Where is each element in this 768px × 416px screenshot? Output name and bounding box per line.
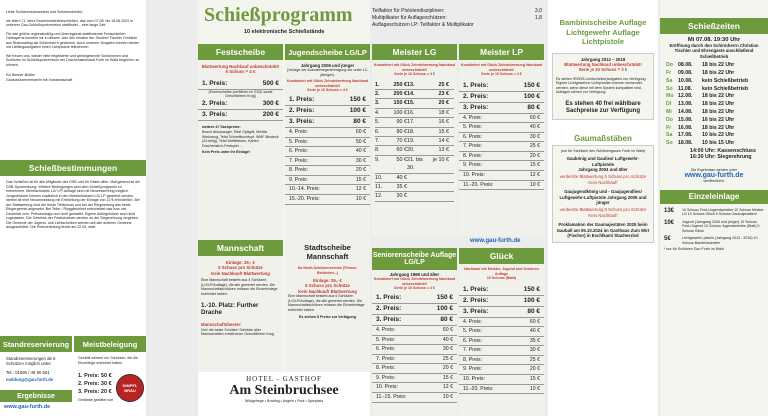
meist-text: Gezählt werden nur Schützen, die die Einzelleige entrichtet haben. [78,356,138,365]
zeiten-column [660,0,768,416]
standres-box [6,356,68,383]
mlg-row: 11. 35 € [375,183,454,192]
fest-note: (Ehrenscheibe (verliehen im SSZ) sowie Grenzfährten Krug) [208,89,273,99]
intro-line1: Liebe Schützenschwestern und Schützenbrüder, [6,10,84,14]
schiessbest-text: Das Schießen ist für alle Mitglieder des DSB und für Gäste offen. Maßgebend ist die DSB-Sportordnung. Weitere Bedingungen sind dem Schießprogramm zu entnehmen. Mehrfachstarts LG/ LP/ Auflage sind mit Neueinwerfung möglich. Jungschützen können zusätzlich in den Meisterklassen LG/ LP gewertet werden, hierbei ist eine Neuanmeldung mit Entrichtung der Einlage von 13 € erforderlich. Bei der Stattwertung wird der beste Tiefschuss und bei der Ringwertung das beste Ringergebnis angesetzt. Bei Teiler / Ringgleichheit entscheidet das bzw. der Deckblatt vom. Preisausfolge und nicht gestattet. Eigene Auflegehölzer sind nicht zugelassen. Die Gewinne der Festscheiben werden an der Siegerehrung vergeben. Die Gewinne der Jugend- und Lichtscheiben werden auf alle anderen Gewinne ausgeschüttet. Die Preisverteilung findet am 22.09. statt. [6,180,140,229]
prize-row: 4. Preis: 60 € [372,326,457,336]
bambini-k: Blattwertung Nachkauf unbeschränkt! [564,61,642,67]
prize-row: 4. Preis: 60 € [285,128,370,138]
zeiten-row: Do 15.08. 16 bis 22 Uhr [666,116,735,123]
manns-title: Mannschaft [198,240,283,256]
meist-prize-1: 1. Preis: 50 € [78,373,112,379]
bambini-column [548,0,658,416]
prize-row: 6. Preis: 35 € [459,337,544,347]
prize-row: 8. Preis: 20 € [372,364,457,374]
hotel-banner [198,372,370,416]
erg2-pub: veröffentlicht. [703,179,725,184]
zeiten-z2: Eröffnung durch den Schirmherrn Christian Tischler und Ehrengäste anschließend Schießbetrieb [669,43,759,59]
jugend-sub2: (Vorlage der Ausnahmegenehmigung der unter 12-jährigen) [287,68,368,77]
gaum-l4: Gaujugendkönig und - Gaujugendlies/ Luftgewehr-Luftpistole Jahrgang 2005 und jünger [559,189,647,206]
manns-cond: 5 Schuss pro Schütze [218,265,263,271]
gaum-l3: verdeckte Blattwertung 5 Schuss pro Schütze Kein Nachkauf! [559,174,647,185]
ergeb-title: Ergebnisse [0,390,72,402]
meist-prize-2: 2. Preis: 30 € [78,381,112,387]
intro-section [0,0,146,82]
mlg-k: Kombiniert mit Glück Zehntelwertung Nachkauf unbeschränkt! [373,63,456,72]
meist-prize-3: 3. Preis: 20 € [78,389,112,395]
zeiten-row: Mo 12.08. 18 bis 22 Uhr [666,93,735,100]
gaum-l1: Gaukönig und Gaulies/ Luftgewehr-Luftpistole [566,156,640,167]
zeiten-row: Do 08.08. 18 bis 22 Uhr [666,62,735,69]
senioren-column [372,248,457,416]
prize-row: 5. Preis: 40 € [459,327,544,337]
intro-line2: wir feiern 71 Jahre Drachenstichfestschießen, das vom 07.08. bis 18.08.2024 in unserem Gau-Schießsportzentrum stattfindet – eine lange Zeit. [6,18,133,27]
senioren-k: Kombiniert mit Glück Zehntelwertung Nachkauf unbeschränkt! [373,277,456,286]
gaum-box [552,145,654,243]
fest-more: weitere 47 Sachpreise: [202,124,241,129]
mlg-row: 1. 250 € 13. 25 € [375,81,454,90]
standres-tel: Tel.: 01590 / 48 90 551 [6,369,50,375]
prize-row: 2. Preis: 100 € [372,304,457,315]
prize-row: 1. Preis: 150 € [285,95,370,106]
hotel-name: HOTEL - GASTHOF [246,375,322,383]
mlg-serie: Serie je 10 Schuss = 4 € [394,72,435,76]
manns-sub2: Mannschaftsbester: [201,322,242,328]
stadt-note: Es stehen 5 Preise zur Verfügung [299,315,356,320]
prize-row: 8. Preis: 20 € [285,166,370,176]
zeiten-row: Sa 10.08. kein Schießbetrieb [666,77,749,84]
mlg-column [372,44,457,236]
bambini-title: Bambinischeibe Auflage Lichtgewehr Auflage Lichtpistole [559,18,647,46]
gaum-title: Gaumaßstäben [574,133,632,143]
mlg-row: 5. 90 € 17. 16 € [375,118,454,127]
stadt-sub: für Nicht-Schützenvereine (Firmen, Behörden...) [297,266,358,275]
prize-row: 1. Preis: 150 € [459,81,544,92]
hotel-tag: Wildgehege • Bowling • Angeln • Pool • Spielplatz [244,399,324,403]
zeiten-row: Mi 14.08. 18 bis 22 Uhr [666,109,735,115]
zeiten-row: So 18.08. 10 bis 15 Uhr [666,140,735,147]
glueck-title: Glück [459,248,544,264]
prize-row: 2. Preis: 100 € [285,106,370,117]
factor-value-2: 1,8 [534,15,542,21]
mlp-column [459,44,544,236]
fest-sponsors: Bosch Akkusauger, Tefal Optigrill, Melitta Werkzeug, Tefal Schnellkochtopf, WMF-Besteck (24-teilig), Tefal Waffeleisen, Karten Drachenstich-Festspiel ... [202,130,279,148]
prize-row: 9. Preis: 15 € [459,161,544,171]
fest-column [198,44,283,416]
fest-price: 5 Schuss = 4 € [225,69,256,75]
stadt-price: Einlage: 25,- € [313,278,342,283]
stadt-box [288,266,367,320]
prize-row: 7. Preis: 30 € [459,346,544,356]
prize-row: 1. Preis: 150 € [372,293,457,304]
prize-row: 10. Preis: 12 € [459,171,544,181]
zeiten-row: Sa 17.08. 10 bis 22 Uhr [666,132,735,139]
fest-row-2: 2. Preis: 300 € [198,99,283,110]
meist-prizes [78,372,112,396]
einz-title: Einzeleinlage [660,190,768,204]
page-subtitle: 10 elektronische Schießstände [244,29,325,35]
zeiten-k2: 16:30 Uhr: Siegerehrung [690,153,752,160]
glueck-sub: Nachkauf mit Meister, Jugend und Senioren [464,267,539,271]
prize-row: 3. Preis: 80 € [285,117,370,128]
prize-row: 9. Preis: 15 € [285,176,370,186]
manns-text: Eine Mannschaft besteht aus 4 Schützen (LG/LP/Auflage), die alle gewertet werden. Die Mannschaftsschützen müssen die Einzeleinlage entrichtet haben. [201,278,278,296]
mlg-row: 12. 30 € [375,192,454,201]
senioren-prizes [372,293,457,403]
intro-line3: Für das größte regionalmäßig und überregional stattfindende Festschießen Ostbayerns konnten wir in diesem Jahr den Inhaber der Stocker/ Tischler Christian aus Rhanwalting als Schirmherrn gewinnen. Auch unseren Jüngsten können wieder mit Lieblingsaufgaben einen Lichtpistole teilnehmen. [6,31,140,49]
prize-row: 4. Preis: 60 € [459,318,544,328]
intro-sign2: Gauschützenmeisterin mit Vorstandschaft [6,77,73,82]
prize-row: 1. Preis: 150 € [459,285,544,296]
manns-nach: Kein Nachkauf! Blattwertung [211,270,270,276]
mlg-row: 7. 70 € 19. 14 € [375,137,454,146]
zeiten-row: Di 13.08. 18 bis 22 Uhr [666,101,735,108]
intro-sign1: Evi Benner-Blöthe [6,73,35,77]
mlp-title: Meister LP [459,44,544,60]
prize-row: 3. Preis: 80 € [459,307,544,318]
stadt-text: Eine Mannschaft besteht aus 6 Schützen (LG/LP/Auflage), die alle gewertet werden. Die Mannschaftsschützen müssen die Einzeleinlage entrichtet haben. [288,294,365,312]
zeiten-row: Fr 16.08. 18 bis 22 Uhr [666,124,735,131]
standres-title: Standreservierung [0,336,72,352]
einz-row-1: 13€ 10 Schuss Fest-/Jugendscheibe 10 Schuss Meister LG 10 Schuss Glück 5 Schuss Gaumajestäten* [664,207,764,217]
einz-row-3: 5€ Lichtgewehr/-pistole (Jahrgang 2012 - 2018) 10 Schuss Bambinischeibe [664,236,758,245]
standres-text: Standreservierungen ab 6 Schützen möglich unter [6,356,56,367]
mlg-prizes [372,81,457,202]
prize-row: 10.-14. Preis: 12 € [285,185,370,195]
zeiten-k1: 14:00 Uhr: Kassenschluss [690,147,756,154]
prize-row: 6. Preis: 30 € [459,133,544,143]
prize-row: 7. Preis: 25 € [372,355,457,365]
prize-row: 5. Preis: 50 € [285,138,370,148]
jugend-prizes [285,95,370,205]
meist-title: Meistbeleigung [74,336,146,352]
fest-sub: Blattwertung Nachkauf unbeschränkt! [201,64,280,69]
senioren-sub: Jahrgang 1968 und älter [389,272,440,277]
mid-link[interactable]: www.gau-furth.de [470,238,521,244]
prize-row: 10. Preis: 12 € [372,383,457,393]
jugend-sub: Jahrgang 2006 und jünger [300,63,355,68]
prize-row: 2. Preis: 100 € [459,92,544,103]
prize-row: 6. Preis: 30 € [372,345,457,355]
page-title: Schießprogramm [204,4,353,26]
dimpfl-logo: DIMPFL BRÄU [116,374,144,402]
mlp-k: Kombiniert mit Glück Zehntelwertung Nachkauf unbeschränkt! [460,63,543,72]
mlp-serie: Serie je 10 Schuss = 4 € [481,72,522,76]
mlg-row: 4. 100 € 16. 18 € [375,109,454,118]
erg2-link[interactable]: www.gau-furth.de [684,172,744,180]
bambini-win: Es stehen 40 frei wählbare Sachpreise zur Verfügung [565,100,641,115]
fest-row-3: 3. Preis: 200 € [198,110,283,121]
mlg-row: 2. 200 € 14. 23 € [375,90,454,99]
prize-row: 7. Preis: 30 € [285,157,370,167]
manns-r1: 1.-10. Platz: Further Drache [201,302,259,317]
prize-row: 11.-20. Preis: 10 € [459,385,544,395]
standres-mail[interactable]: meldung@gau-furth.de [6,377,54,383]
bambini-sub: Jahrgang 2012 – 2018 [580,56,626,62]
prize-row: 6. Preis: 40 € [285,147,370,157]
mlg-row: 9. 50 € 21. bis 30. je 10 € [375,156,454,174]
prize-row: 9. Preis: 15 € [372,374,457,384]
mlg-row: 6. 80 € 18. 15 € [375,128,454,137]
prize-row: 5. Preis: 40 € [372,336,457,346]
gaum-l6: Proklamation der Gaumajestäten 2025 beim Gauball am 05.10.2024 im Gasthaus Zum Wirt (Fischer) in Eschlkam/ Stachesried [556,222,650,239]
prize-row: 8. Preis: 20 € [459,152,544,162]
prize-row: 3. Preis: 80 € [459,103,544,114]
prize-row: 4. Preis: 60 € [459,114,544,124]
ergeb-link[interactable]: www.gau-furth.de [4,404,51,410]
prize-row: 3. Preis: 80 € [372,315,457,326]
manns-text2: Der/ die beste Schütze/ Schützin aller Mannschaften erhält einen Grenzfährten Krug [201,327,274,337]
jugend-serie: Serie je 10 Schuss = 4 € [307,88,348,93]
jugend-column [285,44,370,416]
gaum-l5: verdeckte Blattwertung 5 Schuss pro Schütze Kein Nachkauf! [559,207,647,218]
glueck-column [459,248,544,416]
factor-value-1: 3,0 [534,8,542,14]
glueck-prizes [459,285,544,395]
fest-title: Festscheibe [198,44,283,60]
prize-row: 7. Preis: 25 € [459,142,544,152]
stadt-nach: Kein Nachkauf! Blattwertung [298,288,357,294]
jugend-title: Jugendscheibe LG/LP [285,44,370,60]
factor-notes [372,8,542,29]
stadt-cond: 5 Schuss pro Schütze [305,283,350,289]
prize-row: 10. Preis: 15 € [459,375,544,385]
mlg-row: 3. 150 € 15. 20 € [375,99,454,108]
bambini-serie: Serie je 10 Schuss = 2 € [578,67,628,73]
senioren-serie: Serie je 10 Schuss = 4 € [394,286,435,291]
left-column [0,0,146,416]
manns-box [201,260,280,337]
hotel-name2: Am Steinbruchsee [229,383,339,398]
mlg-row: 8. 60 € 20. 13 € [375,146,454,155]
mlp-prizes [459,81,544,191]
zeiten-z1: Mi 07.08. 19:30 Uhr [687,37,741,43]
prize-row: 9. Preis: 20 € [459,365,544,375]
einz-foot: * nur für Schützen Gau Furth im Wald [664,247,724,252]
prize-row: 2. Preis: 100 € [459,296,544,307]
intro-line4: Wir freuen uns, wieder viele begeisterte und gleichgesinnte Schützinnen und Schützen im Schießsportzentrum der Drachenstichstadt Furth im Wald begrüßen zu können. [6,53,140,67]
fest-row-1: 1. Preis: 500 € [198,79,283,90]
erg2-text: Die Ergebnisse werden unter [690,167,738,172]
bambini-box [552,53,654,120]
prize-row: 8. Preis: 25 € [459,356,544,366]
mlg-row: 10. 40 € [375,174,454,183]
prize-row: 11.-15. Preis: 10 € [372,393,457,403]
factor-label-3: Auflageschützen LP: Teilfaktor & Multiplikator [372,22,474,28]
fest-cap: Kein Preis unter Ihr Einlage! [202,150,251,155]
glueck-sub2: Auflage [494,271,509,276]
senioren-title: Seniorenscheibe Auflage LG/LP [372,248,457,270]
mlg-title: Meister LG [372,44,457,60]
meist-sponsor: Getränke gestiftet von [78,398,114,402]
gaum-sub: (nur für Schützen des Schützengaues Furth im Wald) [560,148,646,153]
schiessbest-title: Schießbestimmungen [0,160,146,176]
zeiten-table [660,62,768,148]
factor-label-1: Teilfaktor für Pistolendisziplinen: [372,8,445,14]
bambini-text: Es stehen IRONS-Lichtscheibe(Aufgaben zur Verfügung. Eigene Lichtgewehre/ Lichtpistolen können verwendet werden, wenn diese mit dem System kompatibel sind. Auflagen stehen zur Verfügung. [556,76,647,95]
zeiten-row: So 11.08. kein Schießbetrieb [666,85,749,92]
prize-row: 11.-20. Preis: 10 € [459,181,544,191]
zeiten-row: Fr 09.08. 18 bis 22 Uhr [666,70,735,77]
zeiten-title: Schießzeiten [660,18,768,34]
stadt-title: Stadtscheibe Mannschaft [285,240,370,264]
gaum-l2: Jahrgang 2004 und älter [578,167,628,173]
jugend-k: Kombiniert mit Glück Zehntelwertung Nachkauf unbeschränkt! [286,79,369,88]
glueck-serie: 10 Schuss (Blatt) [486,276,517,280]
prize-row: 15.-20. Preis: 10 € [285,195,370,205]
manns-price: Einlage: 25,- € [226,260,255,265]
factor-label-2: Multiplikator für Auflageschützen: [372,15,447,21]
einz-row-2: 10€ Jugend (Jahrgang 2006 und jünger) 10 Schuss Fest-/Jugend 10 Schuss Jugendscheibe (Blatt) 5 Schuss Glück [664,219,760,233]
prize-row: 5. Preis: 40 € [459,123,544,133]
